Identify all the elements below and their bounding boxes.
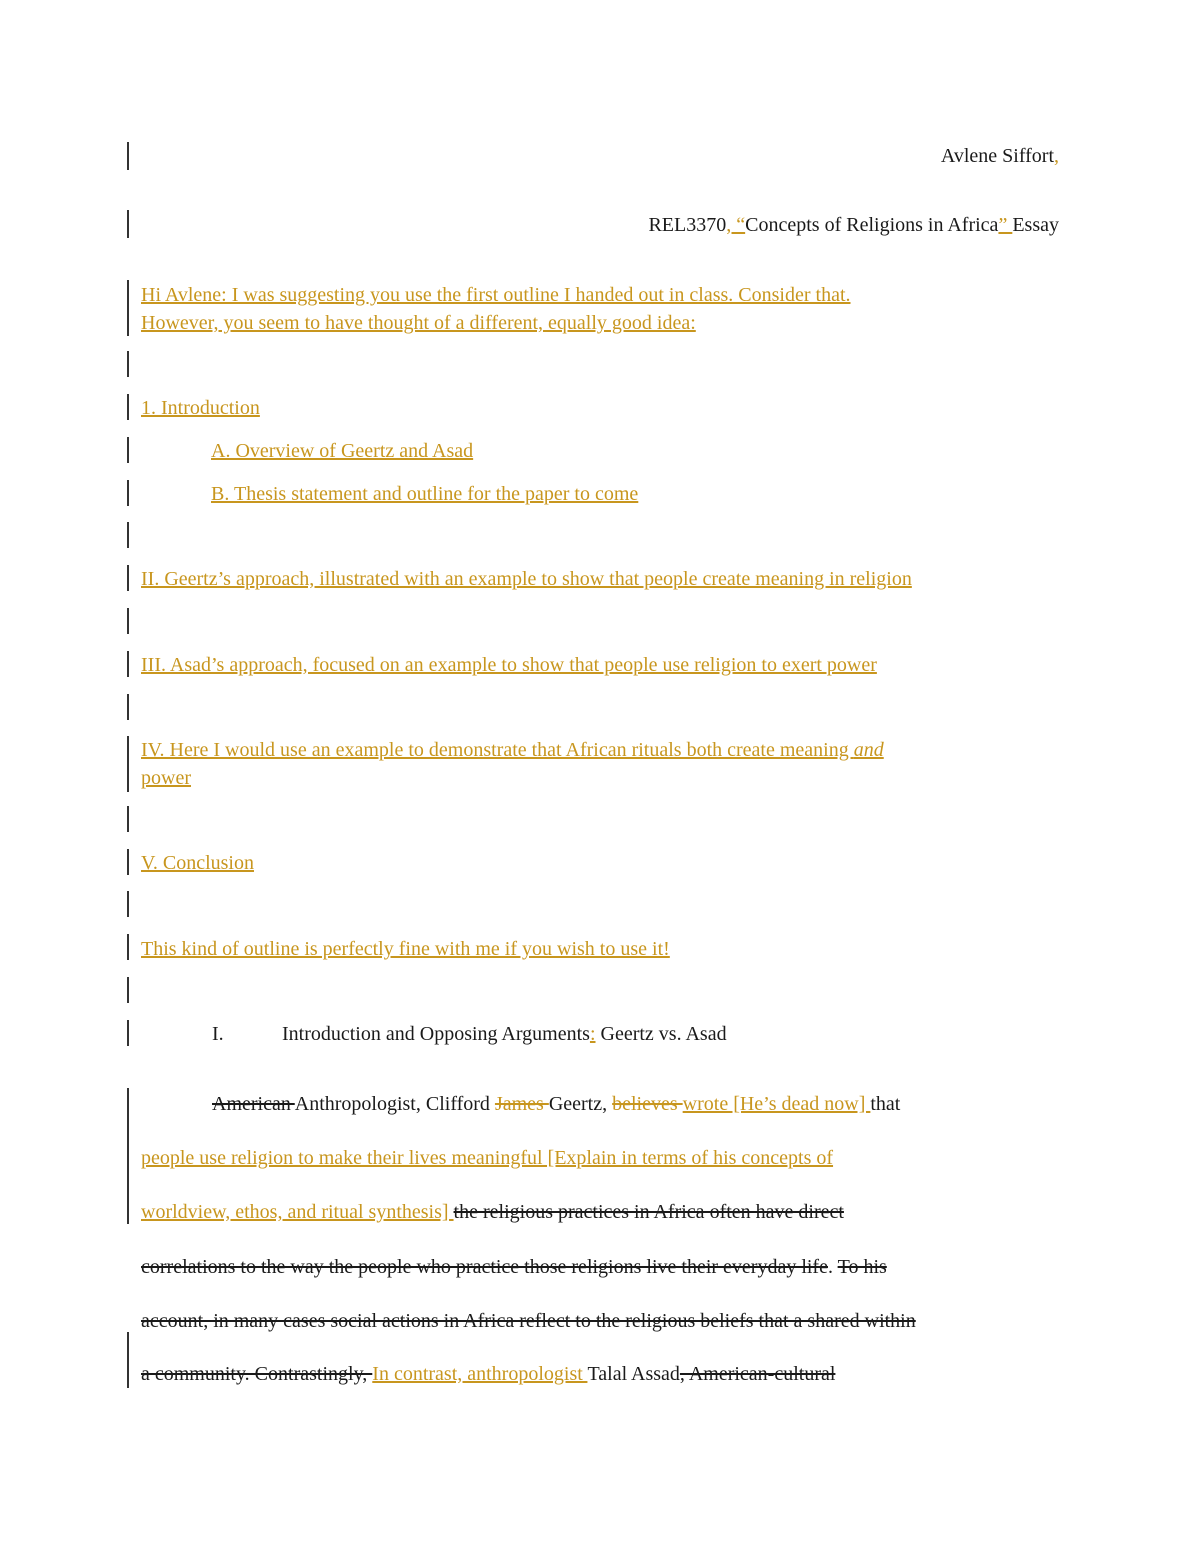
change-bar [127,849,129,875]
course-line [648,213,1059,237]
change-bar [127,736,129,792]
section-heading [212,1022,727,1046]
inserted-text: worldview, ethos, and ritual synthesis] [141,1201,454,1223]
deleted-text: , American-cultural [679,1363,836,1385]
course-title: Concepts of Religions in Africa [745,214,999,236]
outline-item-iv-text: IV. Here I would use an example to demonstrate that African rituals both create meaning [141,739,854,761]
deleted-text: James [494,1093,549,1115]
change-bar [127,1088,129,1224]
outline-item-iii: III. Asad’s approach, focused on an example to show that people use religion to exert power [141,654,877,676]
inserted-text: In contrast, anthropologist [372,1363,588,1385]
deleted-text: believes [612,1093,683,1115]
comment-line-2: However, you seem to have thought of a different, equally good idea: [141,312,696,334]
body-text: Geertz, [548,1093,613,1115]
deleted-text: American [212,1093,295,1115]
course-code: REL3370 [648,214,727,236]
inserted-text: , “ [726,214,746,236]
section-title: Introduction and Opposing Arguments [282,1023,590,1045]
body-line-6 [141,1362,835,1386]
outline-item-a-text: A. Overview of Geertz and Asad [211,440,474,462]
change-bar [127,1332,129,1388]
outline-item-b-text: B. Thesis statement and outline for the paper to come [211,483,639,505]
outline-item-intro: 1. Introduction [141,397,260,419]
outline-closing-comment: This kind of outline is perfectly fine with me if you wish to use it! [141,938,670,960]
deleted-text: To his [837,1256,887,1278]
body-text: that [870,1093,901,1115]
author-name: Avlene Siffort [940,145,1054,167]
change-bar [127,651,129,677]
inserted-text: wrote [He’s dead now] [682,1093,871,1115]
outline-item-iv [141,738,884,762]
change-bar [127,280,129,336]
body-text: . [827,1256,838,1278]
body-text: Talal Assad [587,1363,680,1385]
body-line-5: account, in many cases social actions in Africa reflect to the religious beliefs that a shared within [141,1310,916,1332]
body-line-3 [141,1200,844,1224]
outline-item-a [141,439,473,463]
inserted-text: : [589,1023,596,1045]
change-bar [127,351,129,377]
deleted-text: correlations to the way the people who practice those religions live their everyday life [141,1256,828,1278]
change-bar [127,608,129,634]
change-bar [127,977,129,1003]
outline-item-b [141,482,638,506]
change-bar [127,694,129,720]
body-text: Anthropologist, Clifford [294,1093,495,1115]
change-bar [127,142,129,170]
outline-item-ii: II. Geertz’s approach, illustrated with an example to show that people create meaning in religion [141,568,912,590]
change-bar [127,806,129,832]
change-bar [127,480,129,506]
outline-item-iv-cont: power [141,767,191,789]
deleted-text: the religious practices in Africa often have direct [453,1201,844,1223]
change-bar [127,210,129,238]
author-line [941,144,1059,168]
change-bar [127,1020,129,1046]
change-bar [127,934,129,960]
insertion-mark: , [1054,145,1059,167]
deleted-text: a community. Contrastingly, [141,1363,373,1385]
change-bar [127,891,129,917]
course-suffix: Essay [1012,214,1059,236]
change-bar [127,522,129,548]
comment-line-1: Hi Avlene: I was suggesting you use the first outline I handed out in class. Consider that. [141,284,851,306]
body-line-2: people use religion to make their lives meaningful [Explain in terms of his concepts of [141,1147,834,1169]
change-bar [127,394,129,420]
change-bar [127,437,129,463]
outline-item-v: V. Conclusion [141,852,254,874]
section-title-cont: Geertz vs. Asad [595,1023,727,1045]
inserted-text: ” [998,214,1013,236]
change-bar [127,565,129,591]
body-line-1 [212,1092,900,1116]
body-line-4 [141,1255,887,1279]
emphasis-text: and [853,739,884,761]
section-numeral: I. [212,1023,224,1045]
